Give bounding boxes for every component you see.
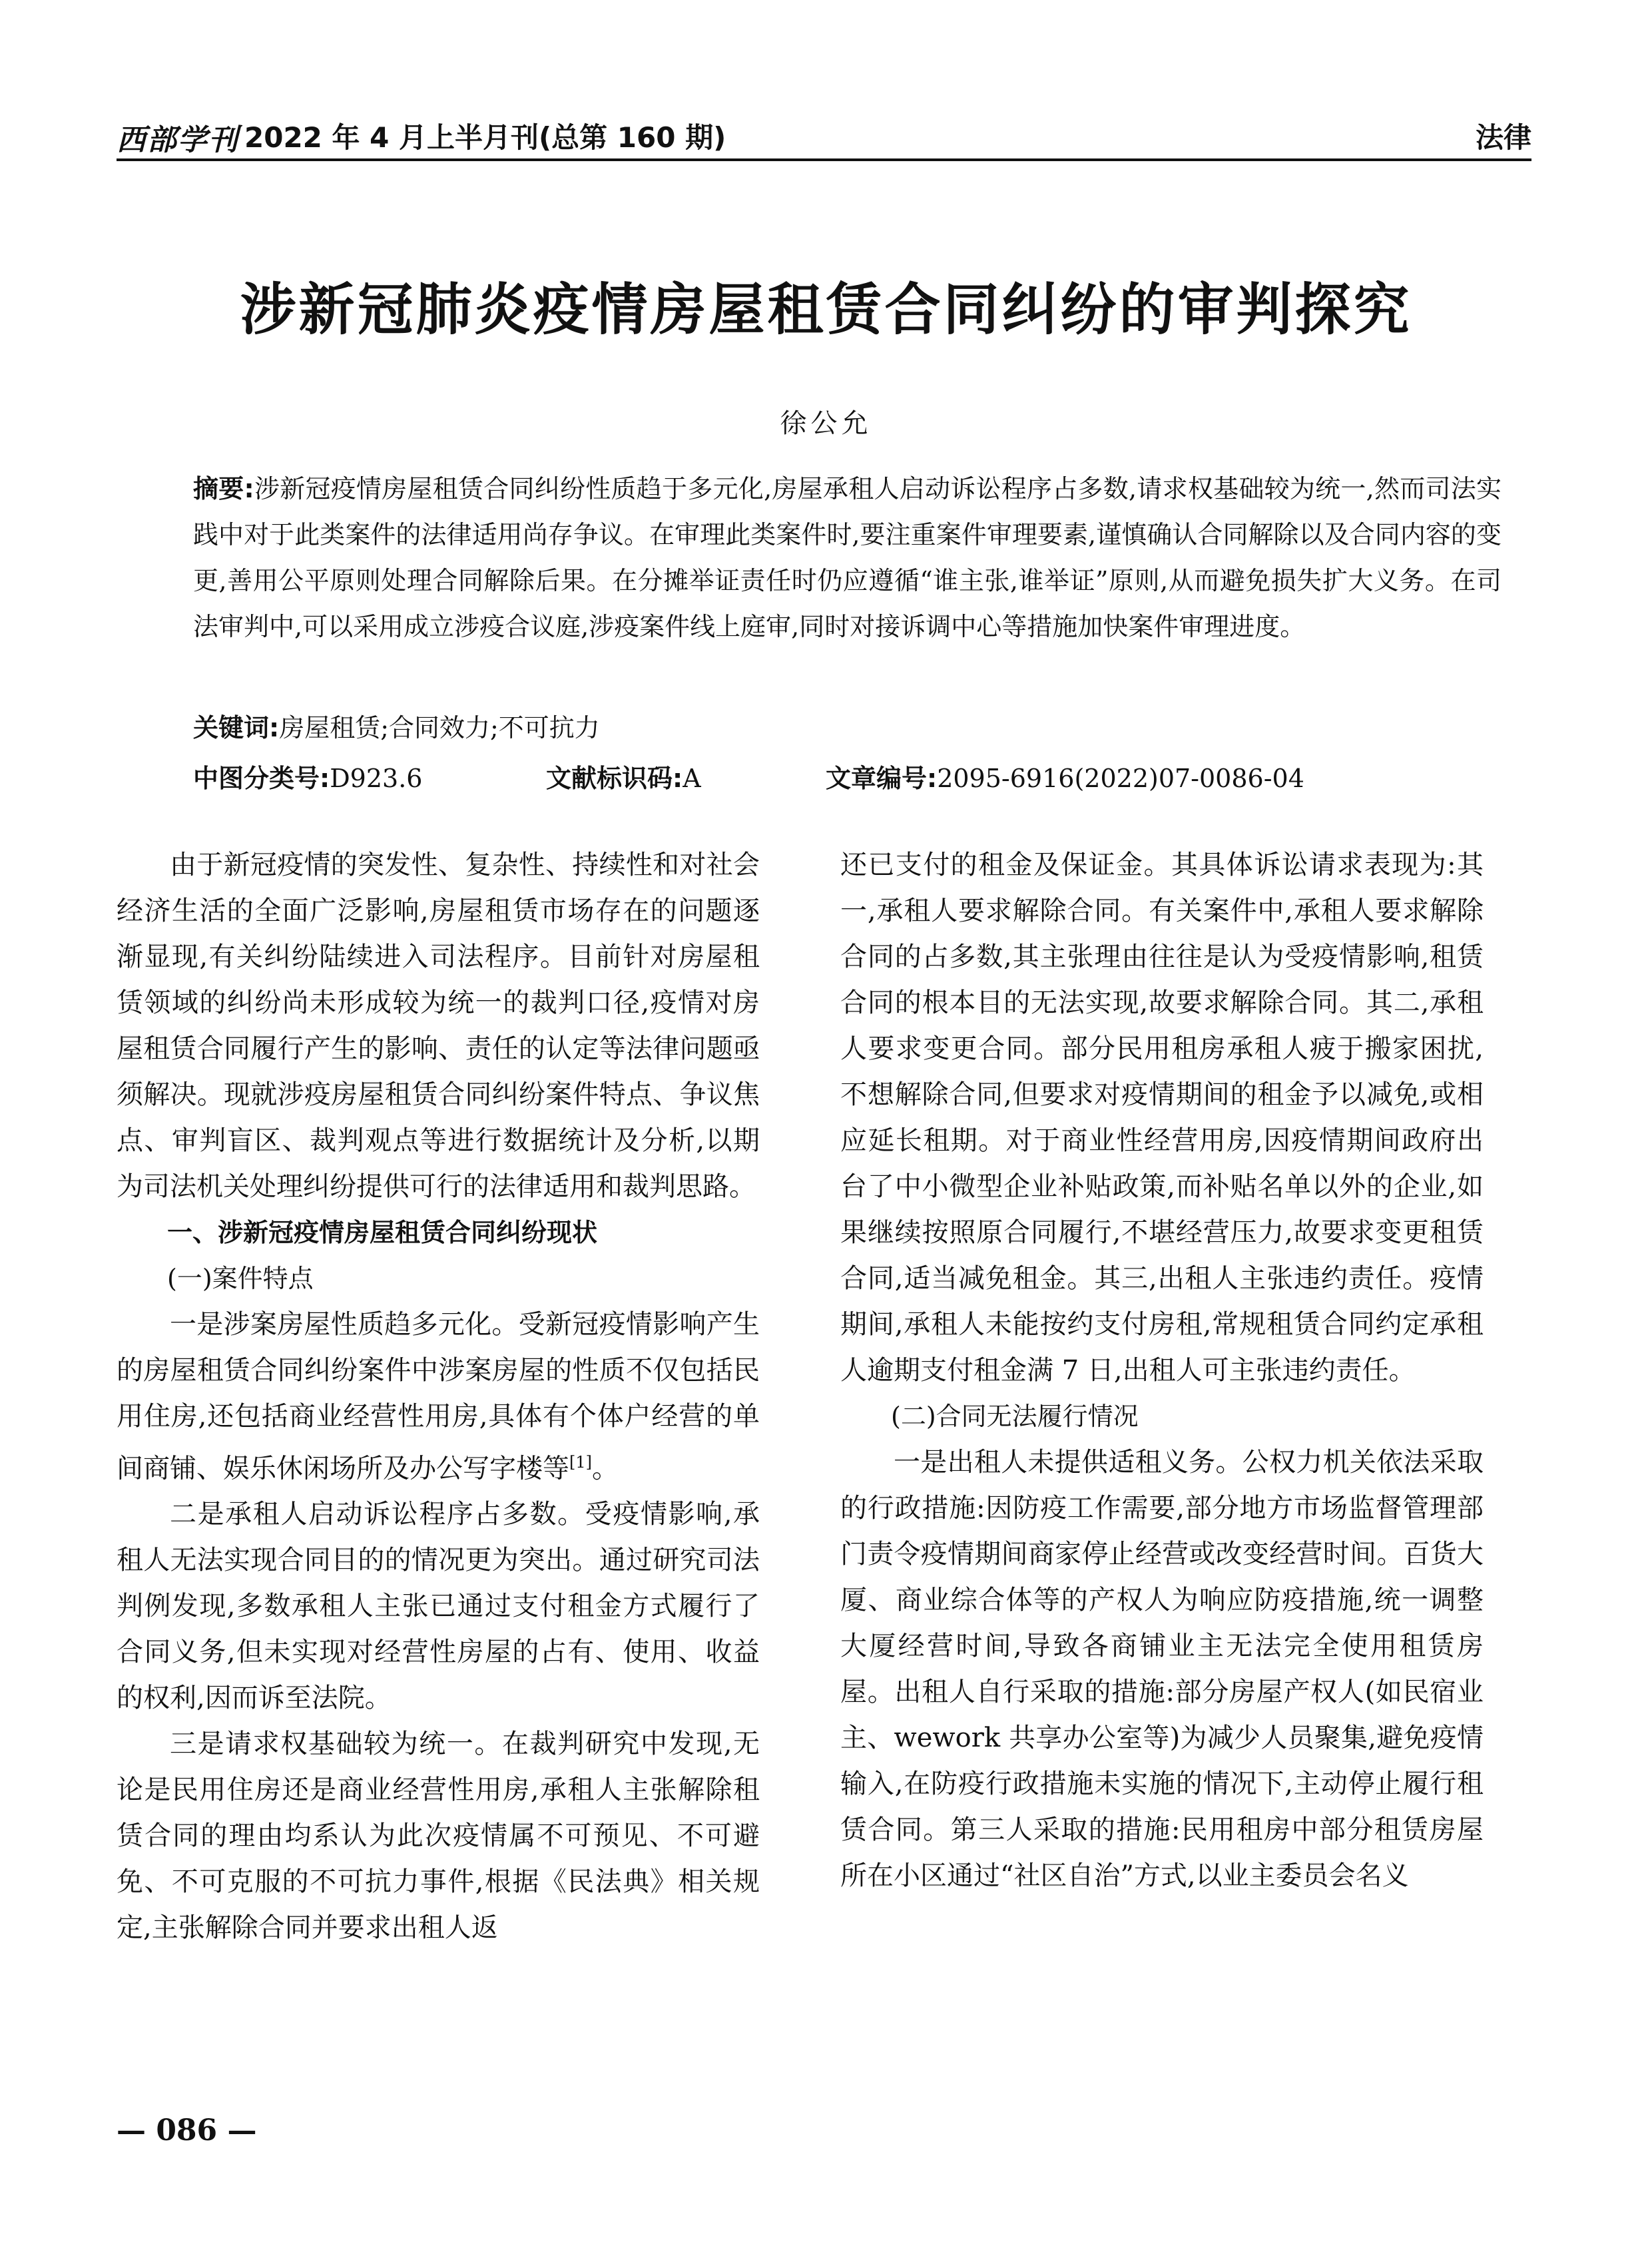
paragraph: 由于新冠疫情的突发性、复杂性、持续性和对社会经济生活的全面广泛影响,房屋租赁市场存在的问题逐渐显现,有关纠纷陆续进入司法程序。目前针对房屋租赁领域的纠纷尚未形成较为统一的裁判口径,疫情对房屋租赁合同履行产生的影响、责任的认定等法律问题亟须解决。现就涉疫房屋租赁合同纠纷案件特点、争议焦点、审判盲区、裁判观点等进行数据统计及分析,以期为司法机关处理纠纷提供可行的法律适用和裁判思路。	[117, 850, 760, 1202]
paragraph: 一是涉案房屋性质趋多元化。受新冠疫情影响产生的房屋租赁合同纠纷案件中涉案房屋的性质不仅包括民用住房,还包括商业经营性用房,具体有个体户经营的单间商铺、娱乐休闲场所及办公写字楼等[1]。	[117, 1309, 760, 1484]
section-heading: 一、涉新冠疫情房屋租赁合同纠纷现状	[167, 1218, 598, 1247]
right-column	[840, 842, 1484, 1899]
document-code: 文献标识码:A	[546, 764, 701, 793]
keywords-label: 关键词:	[193, 713, 280, 742]
subsection-heading: (一)案件特点	[167, 1264, 314, 1293]
abstract	[193, 466, 1502, 650]
paragraph: 一是出租人未提供适租义务。公权力机关依法采取的行政措施:因防疫工作需要,部分地方市场监督管理部门责令疫情期间商家停止经营或改变经营时间。百货大厦、商业综合体等的产权人为响应防疫措施,统一调整大厦经营时间,导致各商铺业主无法完全使用租赁房屋。出租人自行采取的措施:部分房屋产权人(如民宿业主、wework 共享办公室等)为减少人员聚集,避免疫情输入,在防疫行政措施未实施的情况下,主动停止履行租赁合同。第三人采取的措施:民用租房中部分租赁房屋所在小区通过“社区自治”方式,以业主委员会名义	[840, 1447, 1484, 1891]
paragraph: 三是请求权基础较为统一。在裁判研究中发现,无论是民用住房还是商业经营性用房,承租人主张解除租赁合同的理由均系认为此次疫情属不可预见、不可避免、不可克服的不可抗力事件,根据《民法典》相关规定,主张解除合同并要求出租人返	[117, 1729, 760, 1944]
keywords-text: 房屋租赁;合同效力;不可抗力	[279, 713, 600, 742]
page-number: — 086 —	[117, 2113, 257, 2147]
classification-info	[193, 758, 1502, 791]
article-number: 文章编号:2095-6916(2022)07-0086-04	[826, 764, 1304, 793]
left-column	[117, 842, 760, 1951]
running-header	[117, 112, 1531, 161]
subsection-heading: (二)合同无法履行情况	[891, 1402, 1139, 1431]
author-name: 徐公允	[780, 408, 872, 439]
keywords	[193, 707, 600, 744]
clc-number: 中图分类号:D923.6	[193, 764, 423, 793]
section-label: 法律	[1475, 121, 1531, 154]
issue-info: 2022 年 4 月上半月刊(总第 160 期)	[244, 121, 726, 154]
journal-logo: 西部学刊	[117, 123, 239, 157]
citation-ref: [1]	[569, 1453, 592, 1472]
paragraph: 二是承租人启动诉讼程序占多数。受疫情影响,承租人无法实现合同目的的情况更为突出。通过研究司法判例发现,多数承租人主张已通过支付租金方式履行了合同义务,但未实现对经营性房屋的占有、使用、收益的权利,因而诉至法院。	[117, 1499, 760, 1714]
abstract-text: 涉新冠疫情房屋租赁合同纠纷性质趋于多元化,房屋承租人启动诉讼程序占多数,请求权基础较为统一,然而司法实践中对于此类案件的法律适用尚存争议。在审理此类案件时,要注重案件审理要素,谨慎确认合同解除以及合同内容的变更,善用公平原则处理合同解除后果。在分摊举证责任时仍应遵循“谁主张,谁举证”原则,从而避免损失扩大义务。在司法审判中,可以采用成立涉疫合议庭,涉疫案件线上庭审,同时对接诉调中心等措施加快案件审理进度。	[193, 474, 1502, 641]
paragraph: 还已支付的租金及保证金。其具体诉讼请求表现为:其一,承租人要求解除合同。有关案件中,承租人要求解除合同的占多数,其主张理由往往是认为受疫情影响,租赁合同的根本目的无法实现,故要求解除合同。其二,承租人要求变更合同。部分民用租房承租人疲于搬家困扰,不想解除合同,但要求对疫情期间的租金予以减免,或相应延长租期。对于商业性经营用房,因疫情期间政府出台了中小微型企业补贴政策,而补贴名单以外的企业,如果继续按照原合同履行,不堪经营压力,故要求变更租赁合同,适当减免租金。其三,出租人主张违约责任。疫情期间,承租人未能按约支付房租,常规租赁合同约定承租人逾期支付租金满 7 日,出租人可主张违约责任。	[840, 850, 1484, 1386]
abstract-label: 摘要:	[193, 474, 254, 503]
article-title: 涉新冠肺炎疫情房屋租赁合同纠纷的审判探究	[240, 277, 1412, 342]
